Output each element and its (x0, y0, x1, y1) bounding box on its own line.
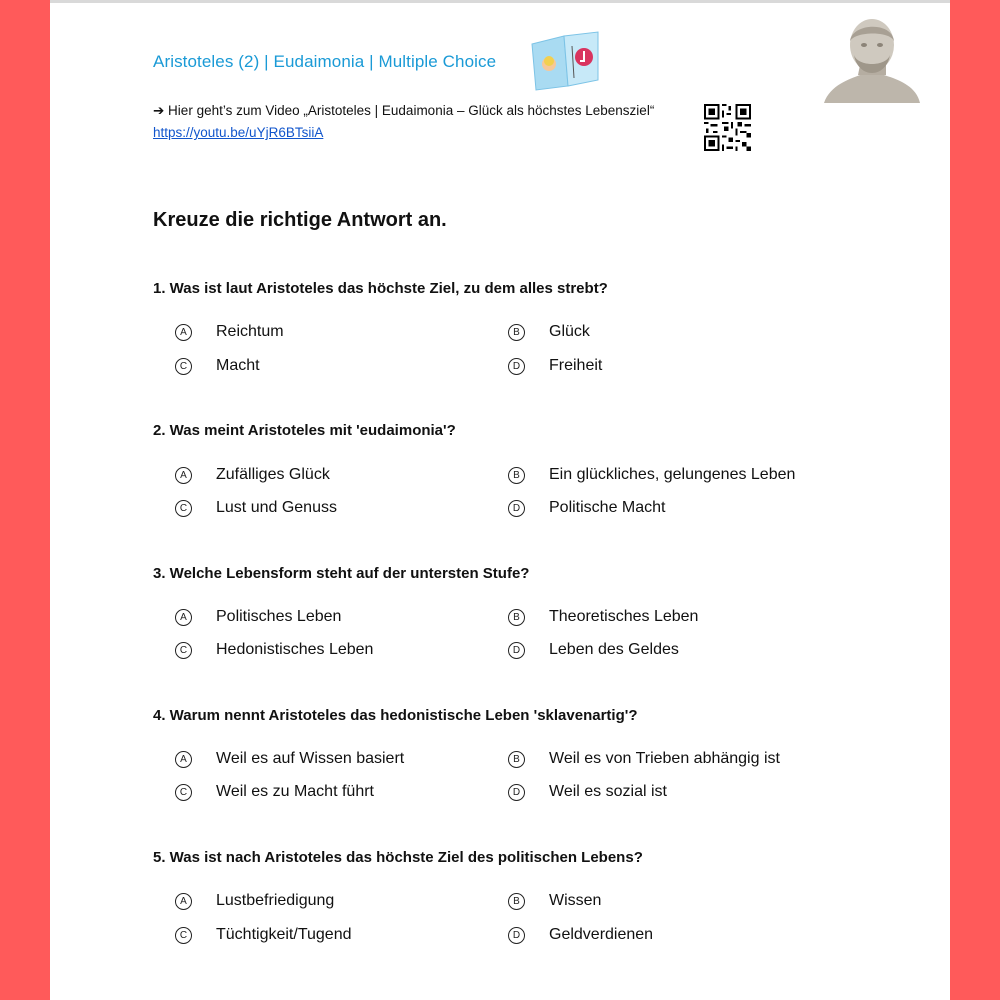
option-letter-circle: D (508, 784, 525, 801)
option-letter-circle: D (508, 927, 525, 944)
option-letter-circle: C (175, 642, 192, 659)
option-letter-circle: C (175, 358, 192, 375)
worksheet-page (50, 0, 950, 1000)
option-text: Politische Macht (549, 499, 666, 516)
question-5: 5. Was ist nach Aristoteles das höchste Ziel des politischen Lebens? (153, 849, 643, 866)
q3-option-d[interactable] (508, 641, 679, 659)
instruction-heading: Kreuze die richtige Antwort an. (153, 209, 447, 231)
option-text: Weil es zu Macht führt (216, 783, 374, 800)
video-reference-text: ➔ Hier geht’s zum Video „Aristoteles | Eudaimonia – Glück als höchstes Lebensziel“ (153, 103, 655, 118)
video-link[interactable]: https://youtu.be/uYjR6BTsiiA (153, 125, 324, 140)
option-text: Weil es sozial ist (549, 783, 667, 800)
question-1: 1. Was ist laut Aristoteles das höchste Ziel, zu dem alles strebt? (153, 280, 608, 297)
option-letter-circle: B (508, 467, 525, 484)
option-letter-circle: C (175, 784, 192, 801)
q2-option-b[interactable] (508, 466, 795, 484)
option-text: Glück (549, 323, 590, 340)
q5-option-d[interactable] (508, 926, 653, 944)
option-letter-circle: B (508, 893, 525, 910)
option-letter-circle: C (175, 927, 192, 944)
option-text: Hedonistisches Leben (216, 641, 374, 658)
q2-option-c[interactable] (175, 499, 337, 517)
option-letter-circle: D (508, 500, 525, 517)
question-3: 3. Welche Lebensform steht auf der untersten Stufe? (153, 565, 530, 582)
option-text: Theoretisches Leben (549, 608, 699, 625)
option-text: Weil es auf Wissen basiert (216, 750, 405, 767)
qr-code-icon (704, 104, 751, 151)
q5-option-b[interactable] (508, 892, 601, 910)
option-letter-circle: A (175, 609, 192, 626)
option-letter-circle: D (508, 642, 525, 659)
option-text: Tüchtigkeit/Tugend (216, 926, 352, 943)
option-text: Lust und Genuss (216, 499, 337, 516)
q2-option-a[interactable] (175, 466, 330, 484)
option-text: Ein glückliches, gelungenes Leben (549, 466, 796, 483)
option-letter-circle: D (508, 358, 525, 375)
q4-option-a[interactable] (175, 750, 404, 768)
option-text: Lustbefriedigung (216, 892, 335, 909)
q1-option-c[interactable] (175, 357, 260, 375)
option-text: Geldverdienen (549, 926, 654, 943)
option-text: Wissen (549, 892, 602, 909)
option-letter-circle: B (508, 609, 525, 626)
option-text: Politisches Leben (216, 608, 342, 625)
option-text: Reichtum (216, 323, 284, 340)
option-letter-circle: B (508, 751, 525, 768)
option-text: Leben des Geldes (549, 641, 679, 658)
option-letter-circle: A (175, 751, 192, 768)
option-letter-circle: A (175, 893, 192, 910)
question-4: 4. Warum nennt Aristoteles das hedonistische Leben 'sklavenartig'? (153, 707, 638, 724)
q3-option-b[interactable] (508, 608, 698, 626)
q2-option-d[interactable] (508, 499, 666, 517)
option-text: Weil es von Trieben abhängig ist (549, 750, 780, 767)
q4-option-c[interactable] (175, 783, 374, 801)
q3-option-a[interactable] (175, 608, 341, 626)
option-letter-circle: B (508, 324, 525, 341)
option-letter-circle: A (175, 324, 192, 341)
q1-option-b[interactable] (508, 323, 590, 341)
q1-option-a[interactable] (175, 323, 284, 341)
q4-option-d[interactable] (508, 783, 667, 801)
option-text: Macht (216, 357, 260, 374)
q5-option-c[interactable] (175, 926, 351, 944)
option-letter-circle: A (175, 467, 192, 484)
option-text: Zufälliges Glück (216, 466, 330, 483)
question-2: 2. Was meint Aristoteles mit 'eudaimonia'? (153, 422, 456, 439)
worksheet-title: Aristoteles (2) | Eudaimonia | Multiple Choice (153, 52, 497, 71)
option-text: Freiheit (549, 357, 603, 374)
book-logo-icon (528, 30, 602, 92)
q3-option-c[interactable] (175, 641, 373, 659)
q1-option-d[interactable] (508, 357, 602, 375)
q5-option-a[interactable] (175, 892, 334, 910)
q4-option-b[interactable] (508, 750, 780, 768)
option-letter-circle: C (175, 500, 192, 517)
aristotle-bust-icon (820, 17, 924, 103)
